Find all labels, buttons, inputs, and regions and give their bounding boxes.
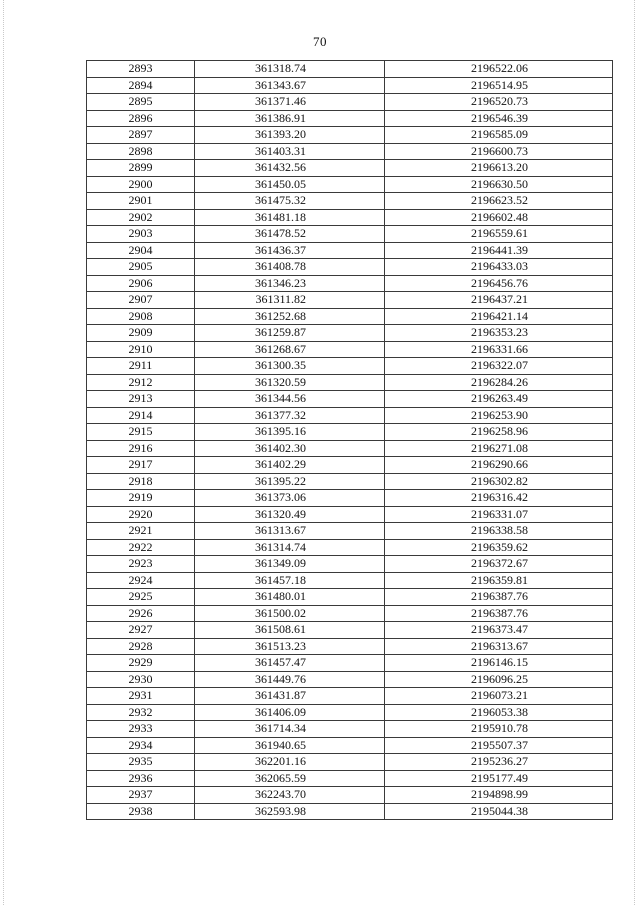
table-row xyxy=(87,457,613,474)
y-coordinate-cell: 2196387.76 xyxy=(385,589,613,606)
point-index-cell: 2901 xyxy=(87,193,195,210)
point-index-cell: 2937 xyxy=(87,787,195,804)
coordinate-table-container xyxy=(86,60,612,820)
y-coordinate-cell: 2196514.95 xyxy=(385,77,613,94)
table-row xyxy=(87,391,613,408)
table-row xyxy=(87,407,613,424)
x-coordinate-cell: 361449.76 xyxy=(195,671,385,688)
table-row xyxy=(87,325,613,342)
table-row xyxy=(87,259,613,276)
table-row xyxy=(87,226,613,243)
point-index-cell: 2927 xyxy=(87,622,195,639)
y-coordinate-cell: 2196359.62 xyxy=(385,539,613,556)
point-index-cell: 2897 xyxy=(87,127,195,144)
coordinate-table-body xyxy=(87,61,613,820)
y-coordinate-cell: 2196613.20 xyxy=(385,160,613,177)
x-coordinate-cell: 361314.74 xyxy=(195,539,385,556)
y-coordinate-cell: 2196316.42 xyxy=(385,490,613,507)
point-index-cell: 2915 xyxy=(87,424,195,441)
table-row xyxy=(87,440,613,457)
x-coordinate-cell: 361402.30 xyxy=(195,440,385,457)
y-coordinate-cell: 2196373.47 xyxy=(385,622,613,639)
y-coordinate-cell: 2196546.39 xyxy=(385,110,613,127)
table-row xyxy=(87,737,613,754)
x-coordinate-cell: 361320.49 xyxy=(195,506,385,523)
x-coordinate-cell: 361478.52 xyxy=(195,226,385,243)
y-coordinate-cell: 2196602.48 xyxy=(385,209,613,226)
x-coordinate-cell: 361395.16 xyxy=(195,424,385,441)
x-coordinate-cell: 361457.47 xyxy=(195,655,385,672)
x-coordinate-cell: 361500.02 xyxy=(195,605,385,622)
x-coordinate-cell: 362201.16 xyxy=(195,754,385,771)
table-row xyxy=(87,358,613,375)
table-row xyxy=(87,605,613,622)
y-coordinate-cell: 2196421.14 xyxy=(385,308,613,325)
point-index-cell: 2902 xyxy=(87,209,195,226)
x-coordinate-cell: 361346.23 xyxy=(195,275,385,292)
y-coordinate-cell: 2196437.21 xyxy=(385,292,613,309)
point-index-cell: 2928 xyxy=(87,638,195,655)
point-index-cell: 2920 xyxy=(87,506,195,523)
table-row xyxy=(87,94,613,111)
x-coordinate-cell: 361450.05 xyxy=(195,176,385,193)
x-coordinate-cell: 361480.01 xyxy=(195,589,385,606)
point-index-cell: 2913 xyxy=(87,391,195,408)
point-index-cell: 2908 xyxy=(87,308,195,325)
y-coordinate-cell: 2196263.49 xyxy=(385,391,613,408)
point-index-cell: 2935 xyxy=(87,754,195,771)
point-index-cell: 2921 xyxy=(87,523,195,540)
point-index-cell: 2919 xyxy=(87,490,195,507)
y-coordinate-cell: 2196338.58 xyxy=(385,523,613,540)
x-coordinate-cell: 361343.67 xyxy=(195,77,385,94)
point-index-cell: 2907 xyxy=(87,292,195,309)
table-row xyxy=(87,242,613,259)
point-index-cell: 2909 xyxy=(87,325,195,342)
table-row xyxy=(87,556,613,573)
x-coordinate-cell: 361432.56 xyxy=(195,160,385,177)
point-index-cell: 2899 xyxy=(87,160,195,177)
x-coordinate-cell: 361406.09 xyxy=(195,704,385,721)
table-row xyxy=(87,193,613,210)
table-row xyxy=(87,523,613,540)
coordinate-table xyxy=(86,60,613,820)
table-row xyxy=(87,638,613,655)
x-coordinate-cell: 361377.32 xyxy=(195,407,385,424)
point-index-cell: 2934 xyxy=(87,737,195,754)
y-coordinate-cell: 2195044.38 xyxy=(385,803,613,820)
x-coordinate-cell: 361403.31 xyxy=(195,143,385,160)
point-index-cell: 2895 xyxy=(87,94,195,111)
point-index-cell: 2912 xyxy=(87,374,195,391)
y-coordinate-cell: 2196630.50 xyxy=(385,176,613,193)
table-row xyxy=(87,803,613,820)
y-coordinate-cell: 2196520.73 xyxy=(385,94,613,111)
y-coordinate-cell: 2196522.06 xyxy=(385,61,613,78)
table-row xyxy=(87,688,613,705)
x-coordinate-cell: 361373.06 xyxy=(195,490,385,507)
point-index-cell: 2916 xyxy=(87,440,195,457)
y-coordinate-cell: 2196284.26 xyxy=(385,374,613,391)
y-coordinate-cell: 2196073.21 xyxy=(385,688,613,705)
y-coordinate-cell: 2196253.90 xyxy=(385,407,613,424)
x-coordinate-cell: 361431.87 xyxy=(195,688,385,705)
point-index-cell: 2906 xyxy=(87,275,195,292)
x-coordinate-cell: 361714.34 xyxy=(195,721,385,738)
y-coordinate-cell: 2196146.15 xyxy=(385,655,613,672)
x-coordinate-cell: 361393.20 xyxy=(195,127,385,144)
point-index-cell: 2910 xyxy=(87,341,195,358)
y-coordinate-cell: 2196290.66 xyxy=(385,457,613,474)
table-row xyxy=(87,589,613,606)
x-coordinate-cell: 361457.18 xyxy=(195,572,385,589)
x-coordinate-cell: 361349.09 xyxy=(195,556,385,573)
y-coordinate-cell: 2196372.67 xyxy=(385,556,613,573)
table-row xyxy=(87,754,613,771)
table-row xyxy=(87,127,613,144)
y-coordinate-cell: 2196585.09 xyxy=(385,127,613,144)
y-coordinate-cell: 2195507.37 xyxy=(385,737,613,754)
point-index-cell: 2929 xyxy=(87,655,195,672)
y-coordinate-cell: 2196353.23 xyxy=(385,325,613,342)
x-coordinate-cell: 361344.56 xyxy=(195,391,385,408)
x-coordinate-cell: 361320.59 xyxy=(195,374,385,391)
point-index-cell: 2918 xyxy=(87,473,195,490)
point-index-cell: 2932 xyxy=(87,704,195,721)
x-coordinate-cell: 362243.70 xyxy=(195,787,385,804)
x-coordinate-cell: 361402.29 xyxy=(195,457,385,474)
x-coordinate-cell: 361386.91 xyxy=(195,110,385,127)
point-index-cell: 2925 xyxy=(87,589,195,606)
x-coordinate-cell: 361513.23 xyxy=(195,638,385,655)
y-coordinate-cell: 2196302.82 xyxy=(385,473,613,490)
x-coordinate-cell: 361508.61 xyxy=(195,622,385,639)
x-coordinate-cell: 361436.37 xyxy=(195,242,385,259)
x-coordinate-cell: 361311.82 xyxy=(195,292,385,309)
point-index-cell: 2894 xyxy=(87,77,195,94)
x-coordinate-cell: 361268.67 xyxy=(195,341,385,358)
y-coordinate-cell: 2196096.25 xyxy=(385,671,613,688)
y-coordinate-cell: 2196456.76 xyxy=(385,275,613,292)
y-coordinate-cell: 2196322.07 xyxy=(385,358,613,375)
table-row xyxy=(87,160,613,177)
point-index-cell: 2930 xyxy=(87,671,195,688)
table-row xyxy=(87,671,613,688)
y-coordinate-cell: 2196331.07 xyxy=(385,506,613,523)
point-index-cell: 2893 xyxy=(87,61,195,78)
point-index-cell: 2917 xyxy=(87,457,195,474)
point-index-cell: 2924 xyxy=(87,572,195,589)
point-index-cell: 2896 xyxy=(87,110,195,127)
x-coordinate-cell: 361259.87 xyxy=(195,325,385,342)
y-coordinate-cell: 2196258.96 xyxy=(385,424,613,441)
table-row xyxy=(87,292,613,309)
point-index-cell: 2905 xyxy=(87,259,195,276)
point-index-cell: 2931 xyxy=(87,688,195,705)
x-coordinate-cell: 361371.46 xyxy=(195,94,385,111)
y-coordinate-cell: 2196623.52 xyxy=(385,193,613,210)
x-coordinate-cell: 361395.22 xyxy=(195,473,385,490)
table-row xyxy=(87,655,613,672)
y-coordinate-cell: 2196053.38 xyxy=(385,704,613,721)
table-row xyxy=(87,424,613,441)
table-row xyxy=(87,209,613,226)
table-row xyxy=(87,374,613,391)
table-row xyxy=(87,622,613,639)
point-index-cell: 2938 xyxy=(87,803,195,820)
y-coordinate-cell: 2196559.61 xyxy=(385,226,613,243)
table-row xyxy=(87,787,613,804)
table-row xyxy=(87,275,613,292)
table-row xyxy=(87,341,613,358)
point-index-cell: 2914 xyxy=(87,407,195,424)
table-row xyxy=(87,77,613,94)
x-coordinate-cell: 361300.35 xyxy=(195,358,385,375)
point-index-cell: 2922 xyxy=(87,539,195,556)
point-index-cell: 2923 xyxy=(87,556,195,573)
table-row xyxy=(87,721,613,738)
y-coordinate-cell: 2196441.39 xyxy=(385,242,613,259)
point-index-cell: 2900 xyxy=(87,176,195,193)
x-coordinate-cell: 361318.74 xyxy=(195,61,385,78)
table-row xyxy=(87,704,613,721)
table-row xyxy=(87,473,613,490)
y-coordinate-cell: 2196331.66 xyxy=(385,341,613,358)
table-row xyxy=(87,770,613,787)
scan-edge-right xyxy=(634,0,636,905)
y-coordinate-cell: 2196313.67 xyxy=(385,638,613,655)
y-coordinate-cell: 2194898.99 xyxy=(385,787,613,804)
y-coordinate-cell: 2196271.08 xyxy=(385,440,613,457)
point-index-cell: 2911 xyxy=(87,358,195,375)
y-coordinate-cell: 2196433.03 xyxy=(385,259,613,276)
table-row xyxy=(87,490,613,507)
x-coordinate-cell: 361475.32 xyxy=(195,193,385,210)
y-coordinate-cell: 2195177.49 xyxy=(385,770,613,787)
x-coordinate-cell: 361408.78 xyxy=(195,259,385,276)
point-index-cell: 2936 xyxy=(87,770,195,787)
page-number: 70 xyxy=(313,34,327,49)
y-coordinate-cell: 2196359.81 xyxy=(385,572,613,589)
table-row xyxy=(87,61,613,78)
point-index-cell: 2926 xyxy=(87,605,195,622)
y-coordinate-cell: 2196600.73 xyxy=(385,143,613,160)
table-row xyxy=(87,506,613,523)
y-coordinate-cell: 2196387.76 xyxy=(385,605,613,622)
x-coordinate-cell: 361252.68 xyxy=(195,308,385,325)
table-row xyxy=(87,110,613,127)
table-row xyxy=(87,572,613,589)
table-row xyxy=(87,143,613,160)
y-coordinate-cell: 2195910.78 xyxy=(385,721,613,738)
point-index-cell: 2903 xyxy=(87,226,195,243)
point-index-cell: 2933 xyxy=(87,721,195,738)
table-row xyxy=(87,308,613,325)
x-coordinate-cell: 362593.98 xyxy=(195,803,385,820)
point-index-cell: 2898 xyxy=(87,143,195,160)
scan-edge-left xyxy=(3,0,5,905)
table-row xyxy=(87,176,613,193)
y-coordinate-cell: 2195236.27 xyxy=(385,754,613,771)
x-coordinate-cell: 361481.18 xyxy=(195,209,385,226)
point-index-cell: 2904 xyxy=(87,242,195,259)
table-row xyxy=(87,539,613,556)
x-coordinate-cell: 361313.67 xyxy=(195,523,385,540)
x-coordinate-cell: 361940.65 xyxy=(195,737,385,754)
x-coordinate-cell: 362065.59 xyxy=(195,770,385,787)
